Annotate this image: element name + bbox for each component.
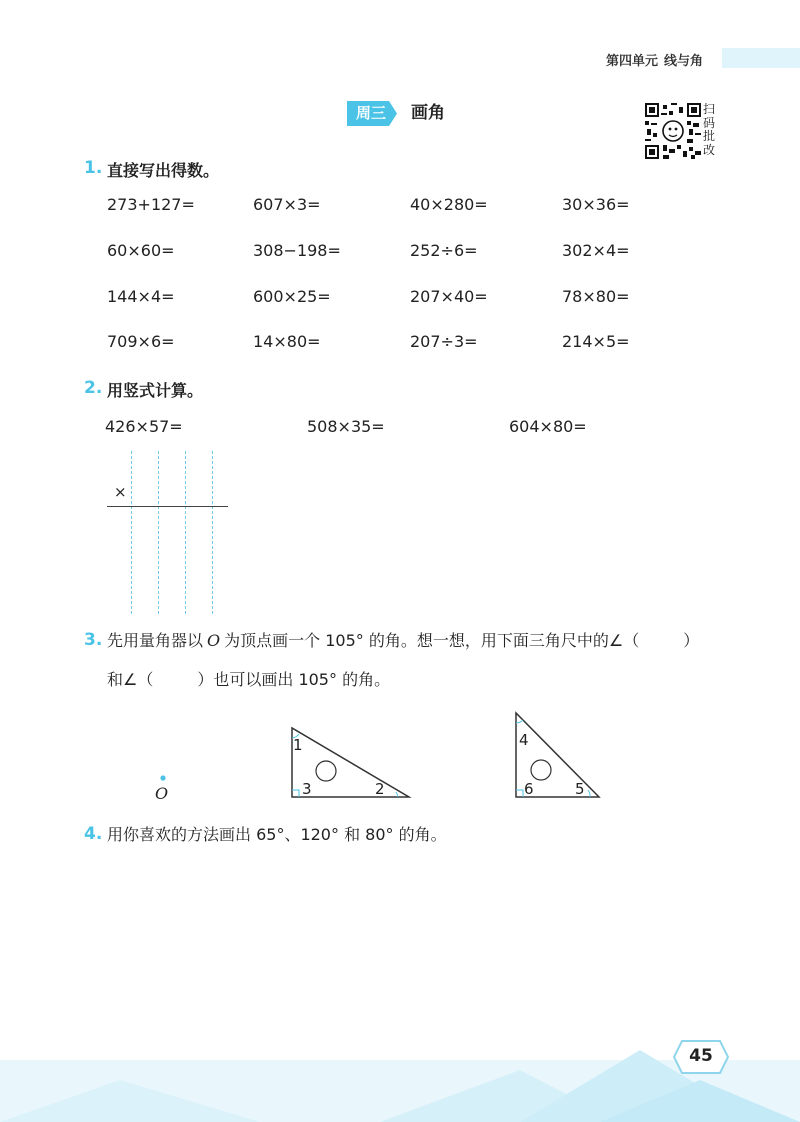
header-band (722, 48, 800, 68)
grid-dashed-line (158, 451, 159, 614)
question-3-line-2 (107, 669, 390, 691)
grid-dashed-line (185, 451, 186, 614)
angle-label: 6 (524, 780, 534, 798)
expression: 144×4= (107, 287, 175, 306)
header-topic: 线与角 (664, 54, 704, 69)
angle-label: 4 (519, 731, 529, 749)
expression: 607×3= (253, 195, 321, 214)
expression: 273+127= (107, 195, 195, 214)
question-3-text: ） (683, 631, 700, 650)
question-2-prompt: 用竖式计算。 (107, 381, 204, 400)
question-3-text: ）也可以画出 105° 的角。 (197, 670, 391, 689)
question-3-number: 3. (84, 630, 103, 650)
calc-rule-line (107, 506, 228, 507)
header-unit: 第四单元 (606, 54, 659, 69)
angle-label: 5 (575, 780, 585, 798)
vertex-label: O (207, 631, 221, 650)
qr-code-icon (645, 103, 701, 159)
angle-label: 2 (375, 780, 385, 798)
expression: 60×60= (107, 241, 175, 260)
header-breadcrumb (606, 50, 703, 69)
grid-dashed-line (131, 451, 132, 614)
expression: 30×36= (562, 195, 630, 214)
expression: 40×280= (410, 195, 488, 214)
expression: 302×4= (562, 241, 630, 260)
expression: 709×6= (107, 332, 175, 351)
question-3-line-1 (107, 630, 699, 652)
question-3-text: 为顶点画一个 105° 的角。想一想，用下面三角尺中的∠（ (224, 631, 640, 650)
page-title: 画角 (411, 103, 445, 123)
question-4-prompt: 用你喜欢的方法画出 65°、120° 和 80° 的角。 (107, 825, 447, 844)
qr-label: 扫码批改 (703, 102, 716, 157)
vertical-calc-expression: 508×35= (307, 417, 385, 436)
question-4-number: 4. (84, 824, 103, 844)
point-o (157, 772, 169, 784)
point-o-label: O (155, 784, 169, 803)
angle-label: 3 (302, 780, 312, 798)
expression: 207÷3= (410, 332, 478, 351)
vertical-calc-expression: 426×57= (105, 417, 183, 436)
expression: 308−198= (253, 241, 341, 260)
question-3-text: 和∠（ (107, 670, 154, 689)
times-sign: × (114, 483, 127, 501)
expression: 207×40= (410, 287, 488, 306)
question-1-number: 1. (84, 158, 103, 178)
day-label: 周三 (355, 104, 386, 122)
page-number: 45 (689, 1046, 713, 1066)
expression: 600×25= (253, 287, 331, 306)
grid-dashed-line (212, 451, 213, 614)
angle-label: 1 (293, 736, 303, 754)
expression: 214×5= (562, 332, 630, 351)
question-3-text: 先用量角器以 (107, 631, 204, 650)
question-1-prompt: 直接写出得数。 (107, 161, 220, 180)
question-2-number: 2. (84, 378, 103, 398)
expression: 252÷6= (410, 241, 478, 260)
expression: 78×80= (562, 287, 630, 306)
vertical-calc-expression: 604×80= (509, 417, 587, 436)
expression: 14×80= (253, 332, 321, 351)
